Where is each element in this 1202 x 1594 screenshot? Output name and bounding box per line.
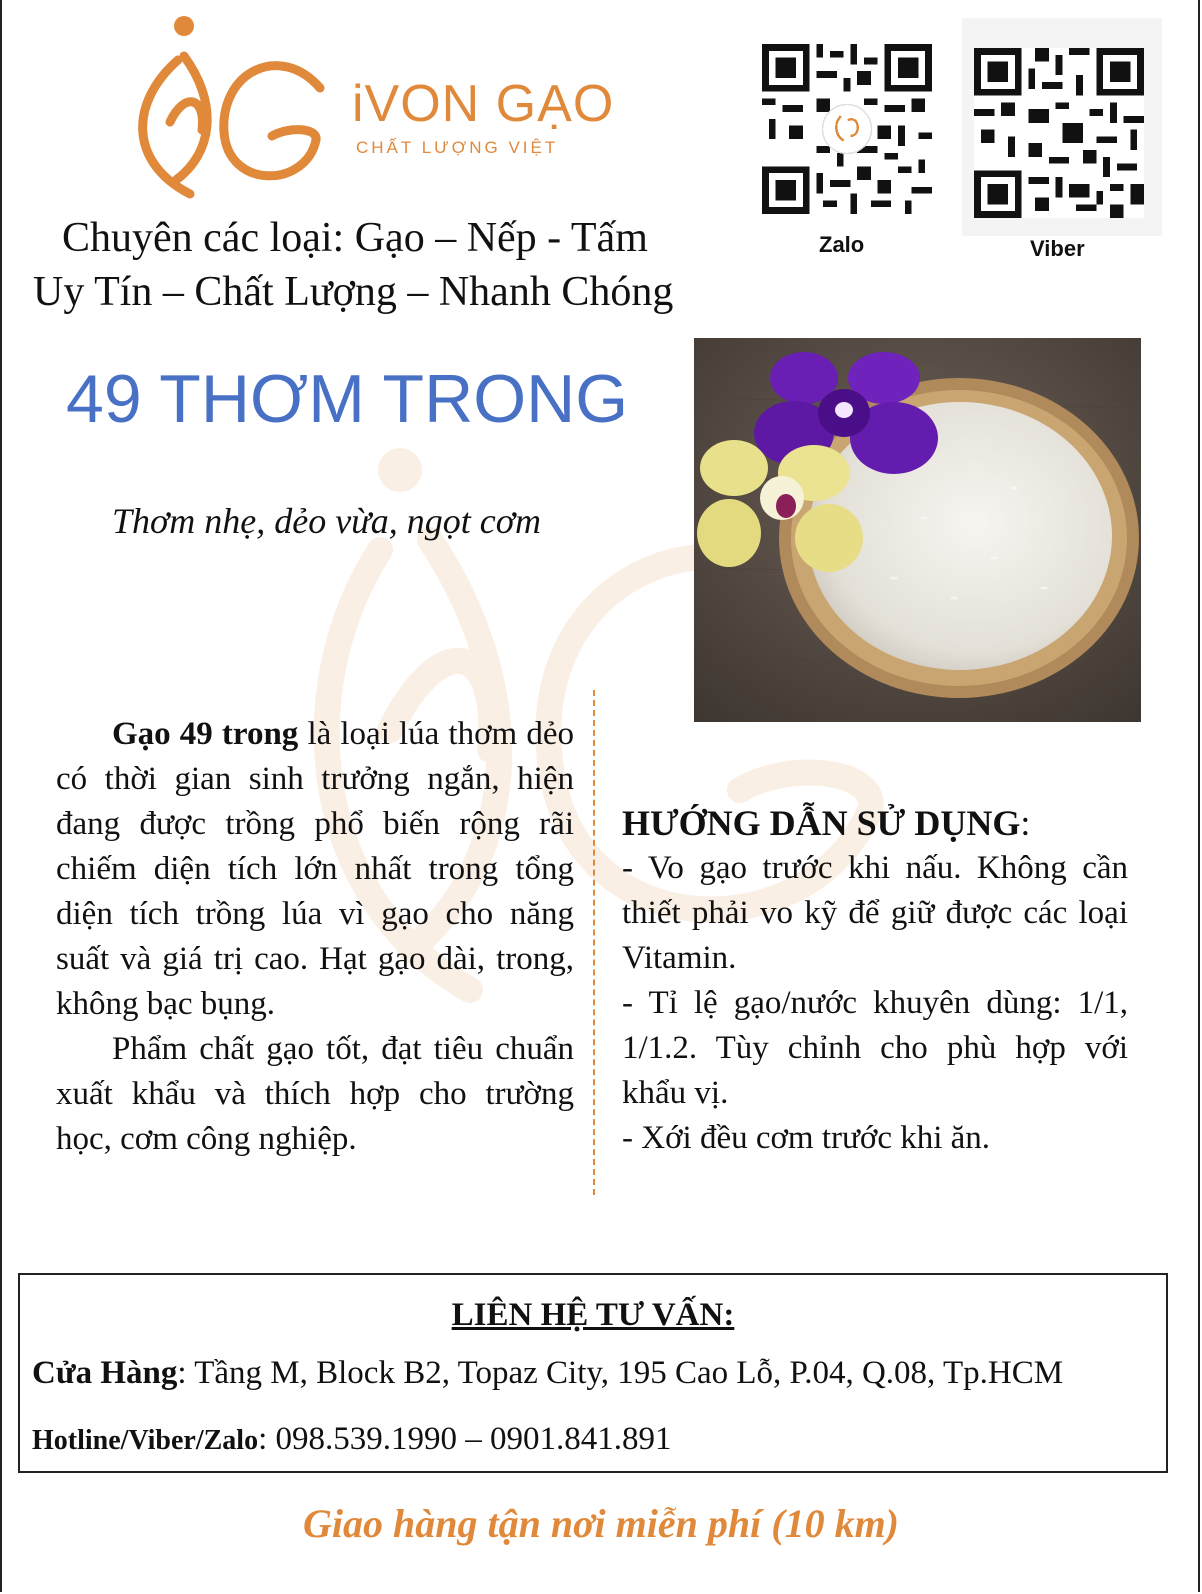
description-paragraph-2: Phẩm chất gạo tốt, đạt tiêu chuẩn xuất khẩu và thích hợp cho trường học, cơm công nghiệp. xyxy=(56,1031,574,1157)
product-title: 49 THƠM TRONG xyxy=(66,361,629,437)
usage-guide-title-colon: : xyxy=(1020,803,1031,843)
contact-title: LIÊN HỆ TƯ VẤN: xyxy=(451,1297,735,1333)
brand-logo-icon xyxy=(110,12,330,202)
hotline-label: Hotline/Viber/Zalo xyxy=(32,1425,259,1456)
viber-qr-code[interactable] xyxy=(974,48,1144,218)
description-paragraph-1 xyxy=(56,712,574,1027)
product-subtitle: Thơm nhẹ, dẻo vừa, ngọt cơm xyxy=(112,501,541,541)
store-label: Cửa Hàng xyxy=(32,1355,178,1391)
rice-bowl-photo xyxy=(694,338,1141,722)
tagline-products: Chuyên các loại: Gạo – Nếp - Tấm xyxy=(62,215,648,261)
usage-step-1: - Vo gạo trước khi nấu. Không cần thiết phải vo kỹ để giữ được các loại Vitamin. xyxy=(622,850,1128,976)
free-delivery-banner: Giao hàng tận nơi miễn phí (10 km) xyxy=(302,1501,899,1546)
column-divider xyxy=(593,690,595,1195)
store-value: : Tầng M, Block B2, Topaz City, 195 Cao Lỗ, P.04, Q.08, Tp.HCM xyxy=(177,1355,1064,1391)
usage-guide xyxy=(622,800,1128,1161)
usage-step-3: - Xới đều cơm trước khi ăn. xyxy=(622,1120,991,1156)
store-address xyxy=(32,1355,1063,1392)
description-paragraph-1-text: là loại lúa thơm dẻo có thời gian sinh trưởng ngắn, hiện đang được trồng phổ biến rộng rãi chiếm diện tích lớn nhất trong tổng diện tích trồng lúa vì gạo cho năng suất và giá trị cao. Hạt gạo dài, trong, không bạc bụng. xyxy=(56,716,574,1022)
usage-guide-title-text: HƯỚNG DẪN SỬ DỤNG xyxy=(622,803,1021,843)
contact-box xyxy=(18,1273,1168,1473)
zalo-label: Zalo xyxy=(819,232,865,257)
description-lead: Gạo 49 trong xyxy=(112,716,299,752)
usage-guide-title xyxy=(622,800,1128,846)
tagline-values: Uy Tín – Chất Lượng – Nhanh Chóng xyxy=(33,269,674,315)
viber-label: Viber xyxy=(1030,236,1085,261)
brand-name: iVON GẠO xyxy=(352,75,615,133)
zalo-qr-code[interactable] xyxy=(762,44,932,214)
brand-tagline: CHẤT LƯỢNG VIỆT xyxy=(356,138,559,157)
product-description xyxy=(56,712,574,1162)
hotline-value[interactable]: : 098.539.1990 – 0901.841.891 xyxy=(258,1421,672,1457)
usage-step-2: - Tỉ lệ gạo/nước khuyên dùng: 1/1, 1/1.2. Tùy chỉnh cho phù hợp với khẩu vị. xyxy=(622,985,1128,1111)
hotline xyxy=(32,1421,672,1458)
